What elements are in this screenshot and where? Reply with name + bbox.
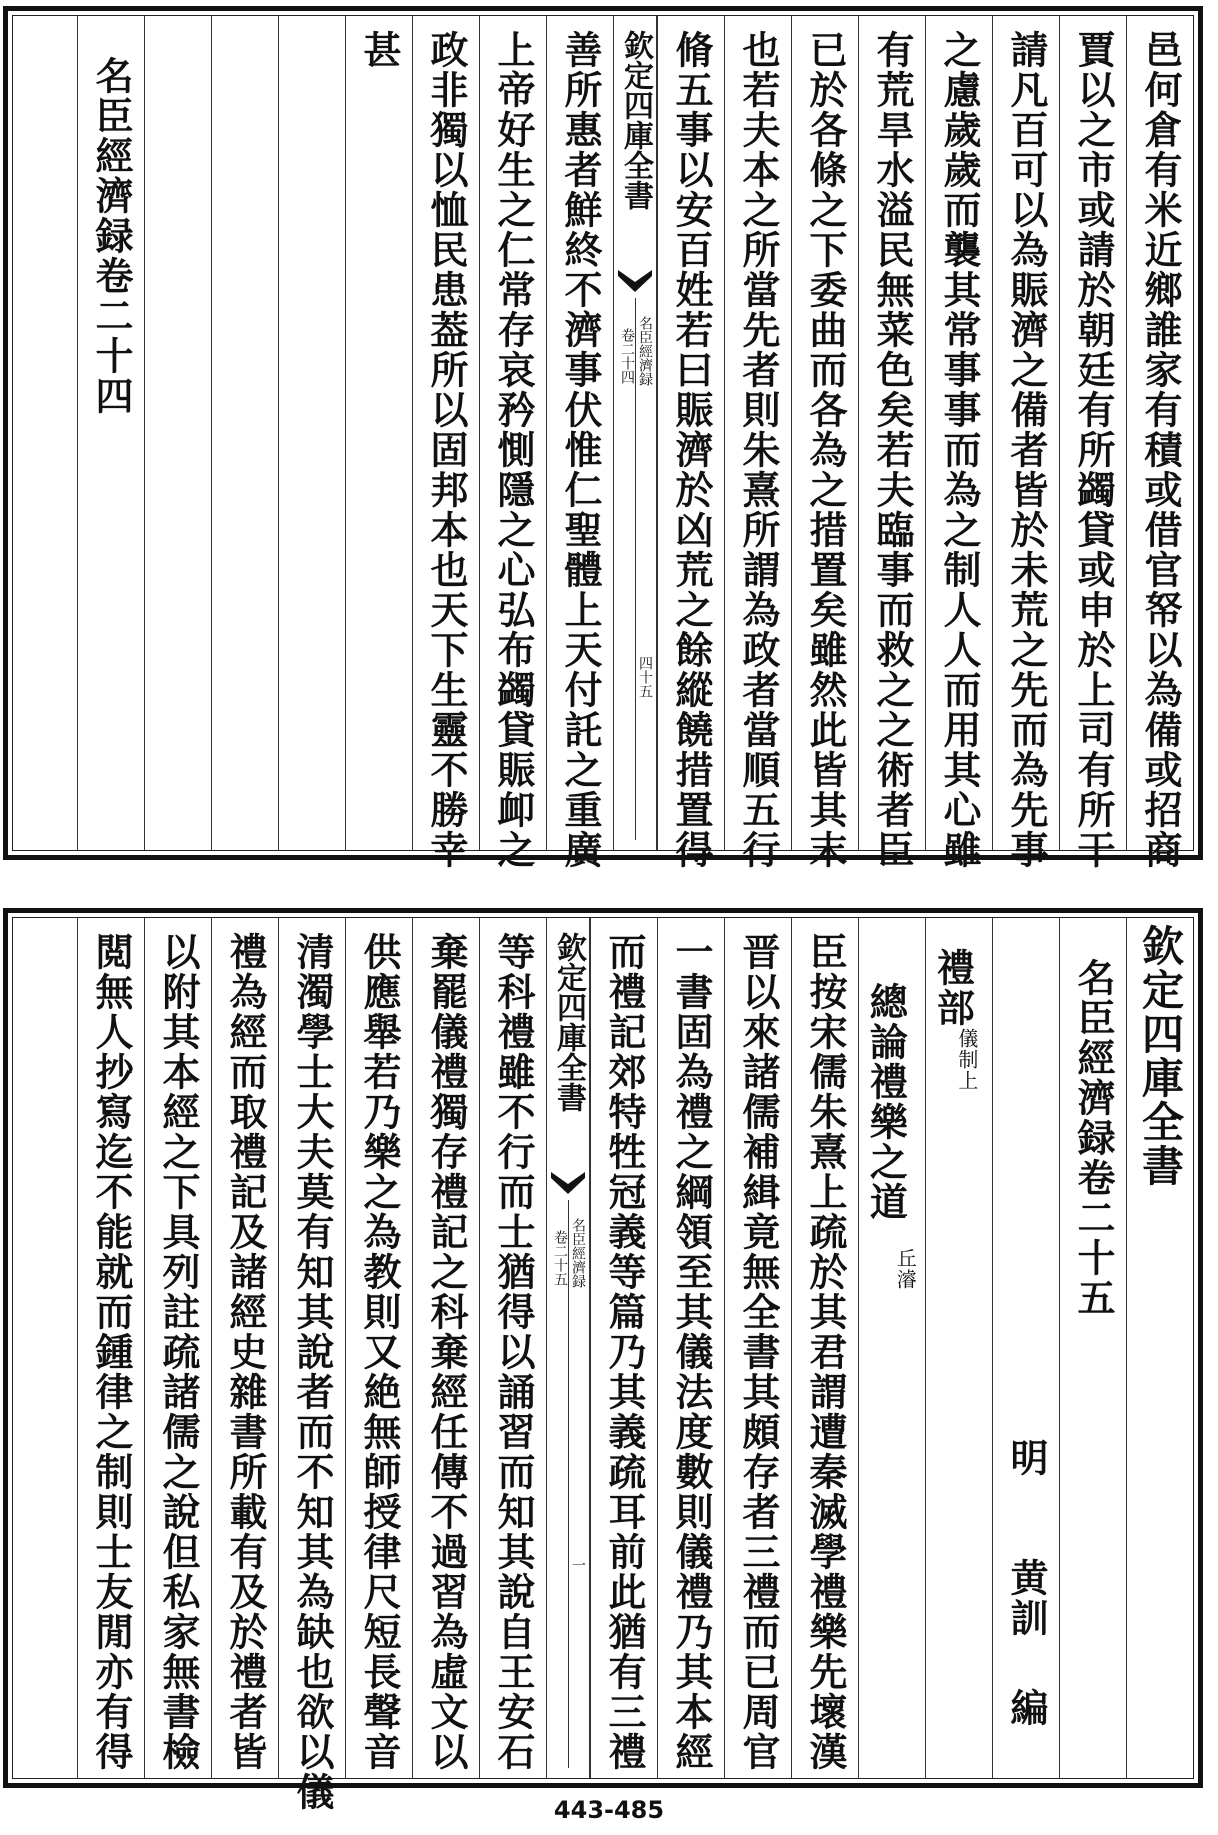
top_page-column-text: 善所惠者鮮終不濟事伏惟仁聖體上天付託之重廣 — [558, 30, 603, 870]
bottom-page-banner-rule — [568, 1200, 569, 1768]
top_page-column-text: 甚 — [357, 30, 402, 70]
bottom-page-column-text: 一書固為禮之綱領至其儀法度數則儀禮乃其本經 — [669, 932, 714, 1772]
bottom-page-header-column — [1126, 918, 1193, 1778]
top_page-column-text: 脩五事以安百姓若曰賑濟於凶荒之餘縱饒措置得 — [669, 30, 714, 870]
top_page-banner-page-number: 四十五 — [637, 656, 653, 698]
top_page-column-text: 已於各條之下委曲而各為之措置矣雖然此皆其末 — [803, 30, 848, 870]
bottom-page-column — [724, 918, 791, 1778]
top_page-column-text: 邑何倉有米近鄉誰家有積或借官帑以為備或招商 — [1138, 30, 1183, 870]
top_page-column — [546, 16, 613, 870]
top_page-column — [479, 16, 546, 870]
bottom-page-column — [77, 918, 144, 1778]
bottom-page-column-text: 以附其本經之下具列註疏諸儒之說但私家無書檢 — [156, 932, 201, 1772]
top_page-column — [144, 16, 211, 850]
bottom-page-column-text: 等科禮雖不行而士猶得以誦習而知其說自王安石 — [491, 932, 536, 1772]
top_page-column — [724, 16, 791, 870]
top_page-column-text: 賈以之市或請於朝廷有所蠲貸或申於上司有所干 — [1071, 30, 1116, 870]
bottom-page-subsection-column — [858, 918, 925, 1778]
top_page-column-text: 有荒旱水溢民無菜色矣若夫臨事而救之之術者臣 — [870, 30, 915, 870]
bottom-page-column — [278, 918, 345, 1812]
top_page-banner-title: 欽定四庫全書 — [618, 30, 653, 210]
top_page-column — [77, 16, 144, 850]
bottom-page-header: 欽定四庫全書 — [1136, 924, 1185, 1188]
top_page-column — [925, 16, 992, 870]
top_page-column-text: 也若夫本之所當先者則朱熹所謂為政者當順五行 — [736, 30, 781, 870]
bottom-page-column-text: 禮為經而取禮記及諸經史雜書所載有及於禮者皆 — [223, 932, 268, 1772]
author-dynasty: 明 — [1004, 1438, 1049, 1478]
bottom-page-column-text: 臣按宋儒朱熹上疏於其君謂遭秦滅學禮樂先壞漢 — [803, 932, 848, 1772]
author-name: 黄訓 — [1004, 1558, 1049, 1638]
author-role: 編 — [1004, 1688, 1049, 1728]
top-page-frame — [12, 15, 1194, 870]
top-page-volume-end-title: 名臣經濟録卷二十四 — [89, 56, 134, 416]
top_page-column — [211, 16, 278, 850]
top_page-column — [278, 16, 345, 850]
bottom-page-column — [791, 918, 858, 1778]
bottom-page-column — [345, 918, 412, 1778]
bottom-page-column — [479, 918, 546, 1778]
top_page-fish-tail-mark — [618, 268, 652, 294]
bottom-page-author-column — [992, 918, 1059, 1778]
top-page — [3, 6, 1203, 870]
top_page-column — [1059, 16, 1126, 870]
subsection-author: 丘濬 — [893, 1248, 918, 1290]
bottom-page-banner-volume: 卷二十五 — [552, 1230, 568, 1286]
bottom-page-column-text: 閲無人抄寫迄不能就而鍾律之制則士友閒亦有得 — [89, 932, 134, 1772]
top_page-banner-volume: 卷二十四 — [619, 328, 635, 384]
top_page-column — [412, 16, 479, 870]
top_page-banner-rule — [635, 298, 636, 840]
bottom-page-column — [211, 918, 278, 1778]
bottom-page-column-text: 供應舉若乃樂之為教則又絶無師授律尺短長聲音 — [357, 932, 402, 1772]
subsection-title: 總論禮樂之道 — [863, 982, 909, 1222]
bottom-page-column-text: 棄罷儀禮獨存禮記之科棄經任傳不過習為虛文以 — [424, 932, 469, 1772]
page-number-footer: 443-485 — [553, 1796, 665, 1824]
bottom-page-banner-title: 欽定四庫全書 — [551, 932, 586, 1112]
bottom-page-fish-tail-mark — [551, 1170, 585, 1196]
top_page-column — [791, 16, 858, 870]
bottom-page-column — [412, 918, 479, 1778]
bottom-page-title-column — [1059, 918, 1126, 1778]
top_page-column-text: 政非獨以恤民患葢所以固邦本也天下生靈不勝幸 — [424, 30, 469, 870]
bottom-page-banner-book: 名臣經濟録 — [570, 1218, 586, 1288]
section-title: 禮部 — [930, 948, 976, 1028]
top_page-column — [1126, 16, 1193, 870]
top_page-column — [858, 16, 925, 870]
bottom-page-center-banner — [546, 918, 590, 1778]
bottom-page-column-text: 而禮記郊特牲冠義等篇乃其義疏耳前此猶有三禮 — [602, 932, 647, 1772]
top_page-column — [657, 16, 724, 870]
top_page-column-text: 請凡百可以為賑濟之備者皆於未荒之先而為先事 — [1004, 30, 1049, 870]
top_page-center-banner — [613, 16, 657, 850]
bottom-page-column-text: 晋以來諸儒補緝竟無全書其頗存者三禮而已周官 — [736, 932, 781, 1772]
bottom-page-section-column — [925, 918, 992, 1778]
bottom-page-column — [144, 918, 211, 1778]
bottom-page-column — [590, 918, 657, 1778]
bottom-page-column-text: 清濁學士大夫莫有知其說者而不知其為缺也欲以儀 — [290, 932, 335, 1812]
top_page-column-text: 上帝好生之仁常存哀矜惻隱之心弘布蠲貸賑卹之 — [491, 30, 536, 870]
bottom-page-column — [657, 918, 724, 1778]
section-note: 儀制上 — [954, 1028, 979, 1091]
top_page-column — [992, 16, 1059, 870]
top_page-banner-book: 名臣經濟録 — [637, 316, 653, 386]
bottom-page-book-title: 名臣經濟録卷二十五 — [1071, 958, 1116, 1318]
bottom-page-banner-page-number: 一 — [570, 1558, 586, 1572]
top_page-column — [345, 16, 412, 850]
top_page-column-text: 之慮歲歲而襲其常事事而為之制人人而用其心雖 — [937, 30, 982, 870]
